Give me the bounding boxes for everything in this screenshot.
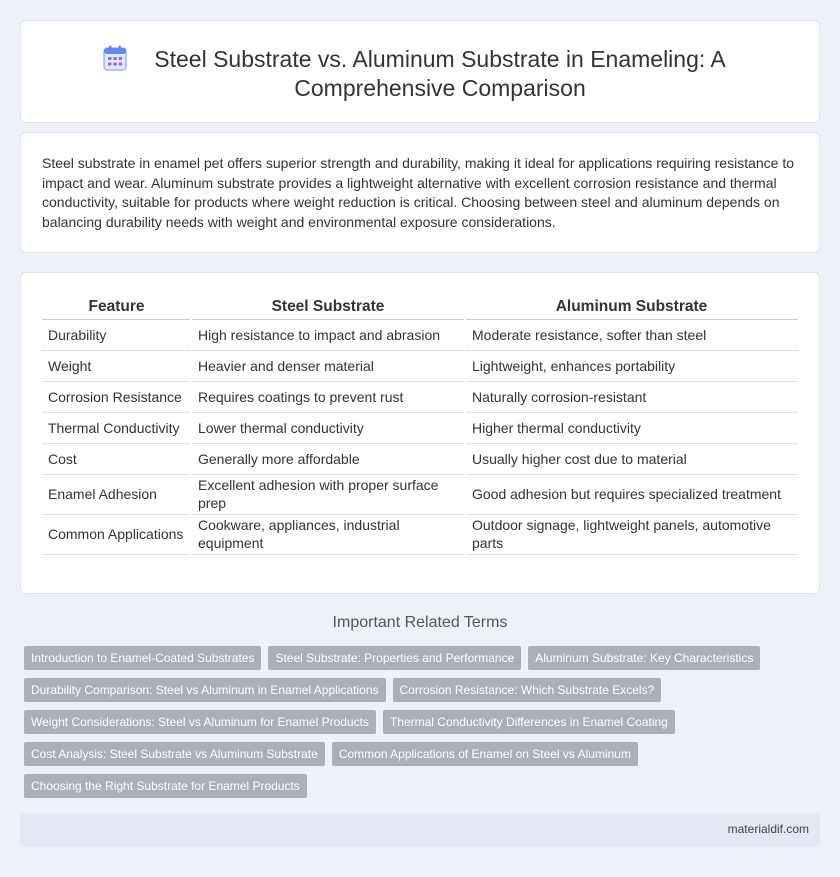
column-header-steel: Steel Substrate: [191, 295, 465, 319]
table-row: [42, 412, 798, 443]
steel-cell: High resistance to impact and abrasion: [191, 319, 465, 350]
related-term-tag[interactable]: Durability Comparison: Steel vs Aluminum in Enamel Applications: [24, 678, 386, 702]
aluminum-cell: Good adhesion but requires specialized treatment: [465, 474, 798, 514]
aluminum-cell: Outdoor signage, lightweight panels, automotive parts: [465, 514, 798, 554]
related-terms-list: [24, 646, 784, 806]
aluminum-cell: Higher thermal conductivity: [465, 412, 798, 443]
related-terms-heading: Important Related Terms: [332, 614, 508, 631]
steel-cell: Generally more affordable: [191, 443, 465, 474]
footer-site-link[interactable]: materialdif.com: [727, 822, 809, 836]
table-header-row: [42, 295, 798, 319]
feature-cell: Weight: [42, 350, 191, 381]
intro-paragraph: Steel substrate in enamel pet offers superior strength and durability, making it ideal for applications requiring resistance to impact and wear. Aluminum substrate provides a lightweight alternative with excellent corrosion resistance and thermal conductivity, suitable for products where weight reduction is critical. Choosing between steel and aluminum depends on balancing durability needs with weight and environmental exposure considerations.: [42, 155, 795, 230]
steel-cell: Requires coatings to prevent rust: [191, 381, 465, 412]
page-title: Steel Substrate vs. Aluminum Substrate in Enameling: A Comprehensive Comparison: [154, 46, 726, 101]
table-row: [42, 350, 798, 381]
aluminum-cell: Lightweight, enhances portability: [465, 350, 798, 381]
steel-cell: Heavier and denser material: [191, 350, 465, 381]
related-term-tag[interactable]: Aluminum Substrate: Key Characteristics: [528, 646, 760, 670]
related-term-tag[interactable]: Choosing the Right Substrate for Enamel Products: [24, 774, 307, 798]
aluminum-cell: Moderate resistance, softer than steel: [465, 319, 798, 350]
steel-cell: Lower thermal conductivity: [191, 412, 465, 443]
related-term-tag[interactable]: Introduction to Enamel-Coated Substrates: [24, 646, 261, 670]
feature-cell: Durability: [42, 319, 191, 350]
feature-cell: Common Applications: [42, 514, 191, 554]
related-term-tag[interactable]: Thermal Conductivity Differences in Enamel Coating: [383, 710, 675, 734]
table-row: [42, 474, 798, 514]
footer-bar: [20, 813, 820, 847]
comparison-card: [20, 272, 820, 594]
aluminum-cell: Usually higher cost due to material: [465, 443, 798, 474]
steel-cell: Excellent adhesion with proper surface prep: [191, 474, 465, 514]
comparison-table: [42, 295, 798, 555]
table-row: [42, 381, 798, 412]
steel-cell: Cookware, appliances, industrial equipment: [191, 514, 465, 554]
table-row: [42, 319, 798, 350]
related-term-tag[interactable]: Corrosion Resistance: Which Substrate Excels?: [393, 678, 662, 702]
title-card: [20, 20, 820, 123]
feature-cell: Thermal Conductivity: [42, 412, 191, 443]
related-term-tag[interactable]: Weight Considerations: Steel vs Aluminum for Enamel Products: [24, 710, 376, 734]
aluminum-cell: Naturally corrosion-resistant: [465, 381, 798, 412]
table-row: [42, 443, 798, 474]
related-term-tag[interactable]: Steel Substrate: Properties and Performance: [268, 646, 521, 670]
feature-cell: Corrosion Resistance: [42, 381, 191, 412]
related-term-tag[interactable]: Cost Analysis: Steel Substrate vs Aluminum Substrate: [24, 742, 325, 766]
intro-card: [20, 132, 820, 253]
column-header-feature: Feature: [42, 295, 191, 319]
related-term-tag[interactable]: Common Applications of Enamel on Steel vs Aluminum: [332, 742, 638, 766]
feature-cell: Enamel Adhesion: [42, 474, 191, 514]
column-header-aluminum: Aluminum Substrate: [465, 295, 798, 319]
table-row: [42, 514, 798, 554]
feature-cell: Cost: [42, 443, 191, 474]
